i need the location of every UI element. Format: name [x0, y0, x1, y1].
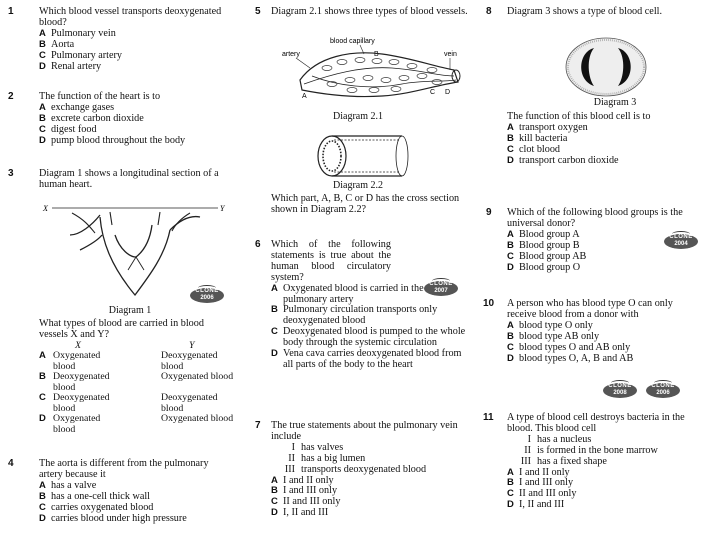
column-x-header: X — [75, 339, 81, 351]
question-stem: Which blood vessel transports deoxygenated blood? — [39, 6, 222, 28]
question-stem: Which of the following statements is true about the human blood circulatory system? — [271, 239, 391, 283]
row-d-x: Oxygenated blood — [53, 413, 101, 435]
label-x: X — [43, 204, 48, 213]
option-c[interactable]: C carries oxygenated blood — [39, 501, 154, 513]
option-a[interactable]: A blood type O only — [507, 319, 593, 331]
label-c: C — [430, 89, 436, 96]
option-b[interactable]: B I and III only — [507, 477, 574, 489]
option-d[interactable]: D Blood group O — [507, 261, 581, 273]
option-a[interactable]: A I and II only — [271, 474, 334, 486]
statement-ii: II is formed in the bone marrow — [524, 444, 658, 456]
label-a: A — [302, 93, 307, 100]
option-d[interactable]: D Renal artery — [39, 60, 102, 72]
row-b-y: Oxygenated blood — [161, 371, 234, 383]
question-stem: The function of the heart is to — [39, 91, 161, 102]
clone-badge: CLONE 2006 — [646, 383, 680, 398]
option-c[interactable]: C clot blood — [507, 143, 561, 155]
question-stem: Which of the following blood groups is the universal donor? — [507, 207, 683, 229]
question-3 — [8, 169, 234, 191]
question-stem: The aorta is different from the pulmonary artery because it — [39, 458, 209, 480]
diagram-1-caption: Diagram 1 — [108, 305, 152, 316]
clone-badge: CLONE 2006 — [190, 288, 224, 303]
option-b[interactable]: B excrete carbon dioxide — [39, 112, 144, 124]
option-c[interactable]: C blood types O and AB only — [507, 341, 631, 353]
question-8 — [486, 7, 701, 18]
option-d[interactable]: D I, II and III — [271, 507, 329, 519]
statement-ii: II has a big lumen — [288, 452, 366, 464]
option-c[interactable]: C II and III only — [271, 496, 341, 508]
question-4 — [8, 459, 234, 524]
option-a[interactable]: A transport oxygen — [507, 121, 588, 133]
label-d: D — [445, 89, 451, 96]
question-number: 5 — [255, 6, 261, 17]
question-prompt: What types of blood are carried in blood vessels X and Y? — [39, 318, 204, 340]
label-vein: vein — [444, 51, 457, 58]
question-number: 8 — [486, 6, 492, 17]
question-number: 9 — [486, 207, 492, 218]
row-a-x: Oxygenated blood — [53, 350, 101, 372]
question-5 — [255, 7, 468, 18]
question-number: 11 — [483, 412, 494, 423]
option-c[interactable]: C Pulmonary artery — [39, 49, 123, 61]
question-6 — [255, 240, 468, 371]
question-7 — [255, 421, 468, 519]
option-d[interactable]: D I, II and III — [507, 499, 565, 511]
blood-vessels-diagram — [282, 36, 467, 106]
question-10 — [483, 299, 701, 364]
statement-i: I has valves — [291, 441, 344, 453]
label-b: B — [374, 51, 379, 58]
question-1 — [8, 7, 234, 72]
statement-iii: III transports deoxygenated blood — [284, 463, 427, 475]
row-a-y: Deoxygenated blood — [161, 350, 218, 372]
question-number: 7 — [255, 420, 261, 431]
option-c[interactable]: C II and III only — [507, 488, 577, 500]
answer-table — [39, 341, 235, 436]
option-c[interactable]: C digest food — [39, 123, 97, 135]
option-d[interactable]: D Vena cava carries deoxygenated blood from all parts of the body to the heart — [271, 348, 462, 370]
option-b[interactable]: B I and III only — [271, 485, 338, 497]
option-a[interactable]: A has a valve — [39, 479, 97, 491]
row-d-y: Oxygenated blood — [161, 413, 234, 425]
clone-badge: CLONE 2004 — [664, 234, 698, 249]
option-a[interactable]: A I and II only — [507, 466, 570, 478]
label-blood-capillary: blood capillary — [330, 38, 375, 45]
question-stem: A person who has blood type O can only receive blood from a donor with — [507, 298, 673, 320]
option-a[interactable]: A Blood group A — [507, 228, 580, 240]
diagram-3-caption: Diagram 3 — [593, 97, 637, 108]
option-d[interactable]: D transport carbon dioxide — [507, 154, 619, 166]
diagram-2-2-caption: Diagram 2.2 — [333, 180, 383, 191]
blood-cell-diagram — [564, 36, 648, 98]
question-number: 3 — [8, 168, 14, 179]
option-b[interactable]: B kill bacteria — [507, 132, 568, 144]
option-c[interactable]: C Blood group AB — [507, 250, 587, 262]
option-b[interactable]: B Aorta — [39, 38, 75, 50]
row-b-letter[interactable]: B — [39, 371, 46, 383]
column-y-header: Y — [189, 339, 195, 351]
question-3-body — [39, 319, 235, 435]
option-a[interactable]: A Pulmonary vein — [39, 27, 116, 39]
question-5-prompt: Which part, A, B, C or D has the cross section shown in Diagram 2.2? — [271, 193, 460, 215]
option-b[interactable]: B Blood group B — [507, 239, 580, 251]
statement-i: I has a nucleus — [527, 433, 592, 445]
question-stem: A type of blood cell destroys bacteria in the blood. This blood cell — [507, 412, 685, 434]
label-y: Y — [220, 204, 225, 213]
question-stem: The true statements about the pulmonary vein include — [271, 420, 458, 442]
row-c-y: Deoxygenated blood — [161, 392, 218, 414]
row-d-letter[interactable]: D — [39, 413, 46, 425]
option-d[interactable]: D carries blood under high pressure — [39, 512, 187, 524]
option-c[interactable]: C Deoxygenated blood is pumped to the whole body through the systemic circulation — [271, 326, 466, 349]
question-8-body — [507, 112, 701, 167]
row-c-letter[interactable]: C — [39, 392, 46, 404]
option-b[interactable]: B blood type AB only — [507, 330, 600, 342]
question-2 — [8, 92, 234, 147]
option-a[interactable]: A Oxygenated blood is carried in the pulmonary artery — [271, 282, 424, 305]
cross-section-diagram — [312, 132, 412, 180]
clone-badge: CLONE 2008 — [603, 383, 637, 398]
option-b[interactable]: B has a one-cell thick wall — [39, 490, 151, 502]
question-number: 2 — [8, 91, 14, 102]
option-b[interactable]: B Pulmonary circulation transports only deoxygenated blood — [271, 304, 438, 327]
question-number: 10 — [483, 298, 495, 309]
clone-badge: CLONE 2007 — [424, 281, 458, 296]
row-b-x: Deoxygenated blood — [53, 371, 110, 393]
statement-iii: III has a fixed shape — [520, 455, 607, 467]
question-stem: Diagram 2.1 shows three types of blood vessels. — [271, 6, 468, 17]
option-d[interactable]: D blood types O, A, B and AB — [507, 352, 634, 364]
option-d[interactable]: D pump blood throughout the body — [39, 134, 186, 146]
question-number: 4 — [8, 458, 14, 469]
question-prompt: The function of this blood cell is to — [507, 111, 651, 122]
row-c-x: Deoxygenated blood — [53, 392, 110, 414]
row-a-letter[interactable]: A — [39, 350, 46, 362]
question-11 — [483, 413, 701, 511]
question-number: 1 — [8, 6, 14, 17]
diagram-2-1-caption: Diagram 2.1 — [333, 111, 383, 122]
question-stem: Diagram 1 shows a longitudinal section of a human heart. — [39, 168, 219, 190]
question-stem: Diagram 3 shows a type of blood cell. — [507, 6, 663, 17]
question-number: 6 — [255, 239, 261, 250]
option-a[interactable]: A exchange gases — [39, 101, 115, 113]
label-artery: artery — [282, 51, 300, 58]
